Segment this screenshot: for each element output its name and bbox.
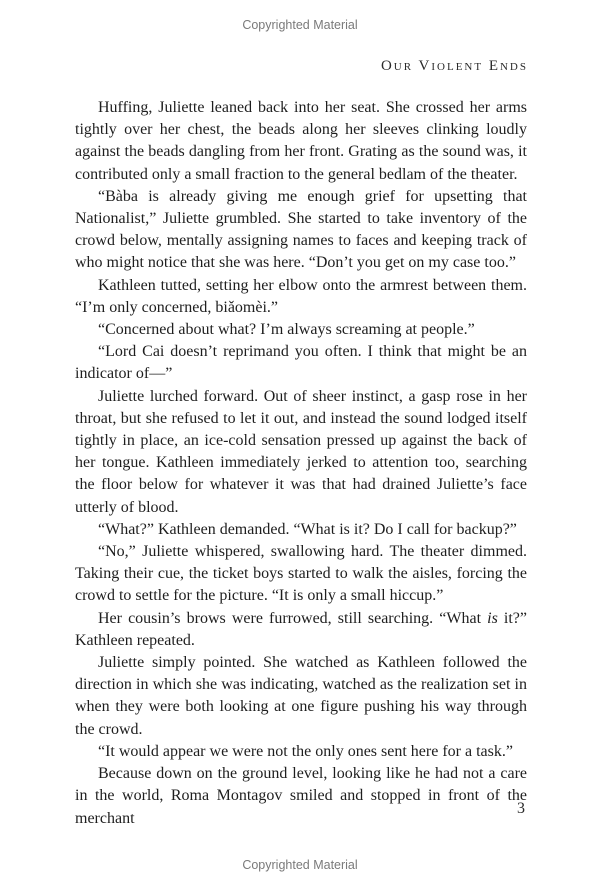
paragraph: “It would appear we were not the only ones sent here for a task.” [98, 742, 513, 760]
paragraph-text: Her cousin’s brows were furrowed, still searching. “What [98, 609, 488, 627]
copyright-watermark-bottom: Copyrighted Material [242, 858, 358, 872]
paragraph: Kathleen tutted, setting her elbow onto the armrest between them. “I’m only concerned, biǎomèi.” [75, 276, 527, 316]
paragraph: “Bàba is already giving me enough grief for upsetting that Nationalist,” Juliette grumbled. She started to take inventory of the crowd below, mentally assigning names to faces and keeping track of who might notice that she was here. “Don’t you get on my case too.” [75, 187, 527, 272]
page-number: 3 [517, 800, 525, 817]
paragraph: Because down on the ground level, looking like he had not a care in the world, Roma Montagov smiled and stopped in front of the merchant [75, 765, 527, 827]
paragraph: “Lord Cai doesn’t reprimand you often. I think that might be an indicator of—” [75, 343, 527, 383]
paragraph: “Concerned about what? I’m always screaming at people.” [98, 321, 475, 339]
emphasized-word: is [487, 609, 498, 627]
paragraph: “What?” Kathleen demanded. “What is it? Do I call for backup?” [98, 520, 517, 538]
paragraph-with-emphasis [75, 608, 527, 652]
copyright-watermark-top: Copyrighted Material [242, 18, 358, 32]
body-text [75, 97, 527, 830]
paragraph: Juliette lurched forward. Out of sheer instinct, a gasp rose in her throat, but she refused to let it out, and instead the sound lodged itself tightly in place, an ice-cold sensation pressed up against the back of her tongue. Kathleen immediately jerked to attention too, searching the floor below for whatever it was that had drained Juliette’s face utterly of blood. [75, 387, 527, 516]
paragraph: “No,” Juliette whispered, swallowing hard. The theater dimmed. Taking their cue, the ticket boys started to walk the aisles, forcing the crowd to settle for the picture. “It is only a small hiccup.” [75, 543, 527, 605]
paragraph-text: it?” Kathleen repeated. [75, 609, 528, 649]
paragraph: Huffing, Juliette leaned back into her seat. She crossed her arms tightly over her chest, the beads along her sleeves clinking loudly against the beads dangling from her front. Grating as the sound was, it contributed only a small fraction to the general bedlam of the theater. [75, 99, 527, 183]
paragraph: Juliette simply pointed. She watched as Kathleen followed the direction in which she was indicating, watched as the realization set in when they were both looking at one figure pushing his way through the crowd. [75, 654, 527, 738]
running-head-title: Our Violent Ends [380, 58, 528, 74]
